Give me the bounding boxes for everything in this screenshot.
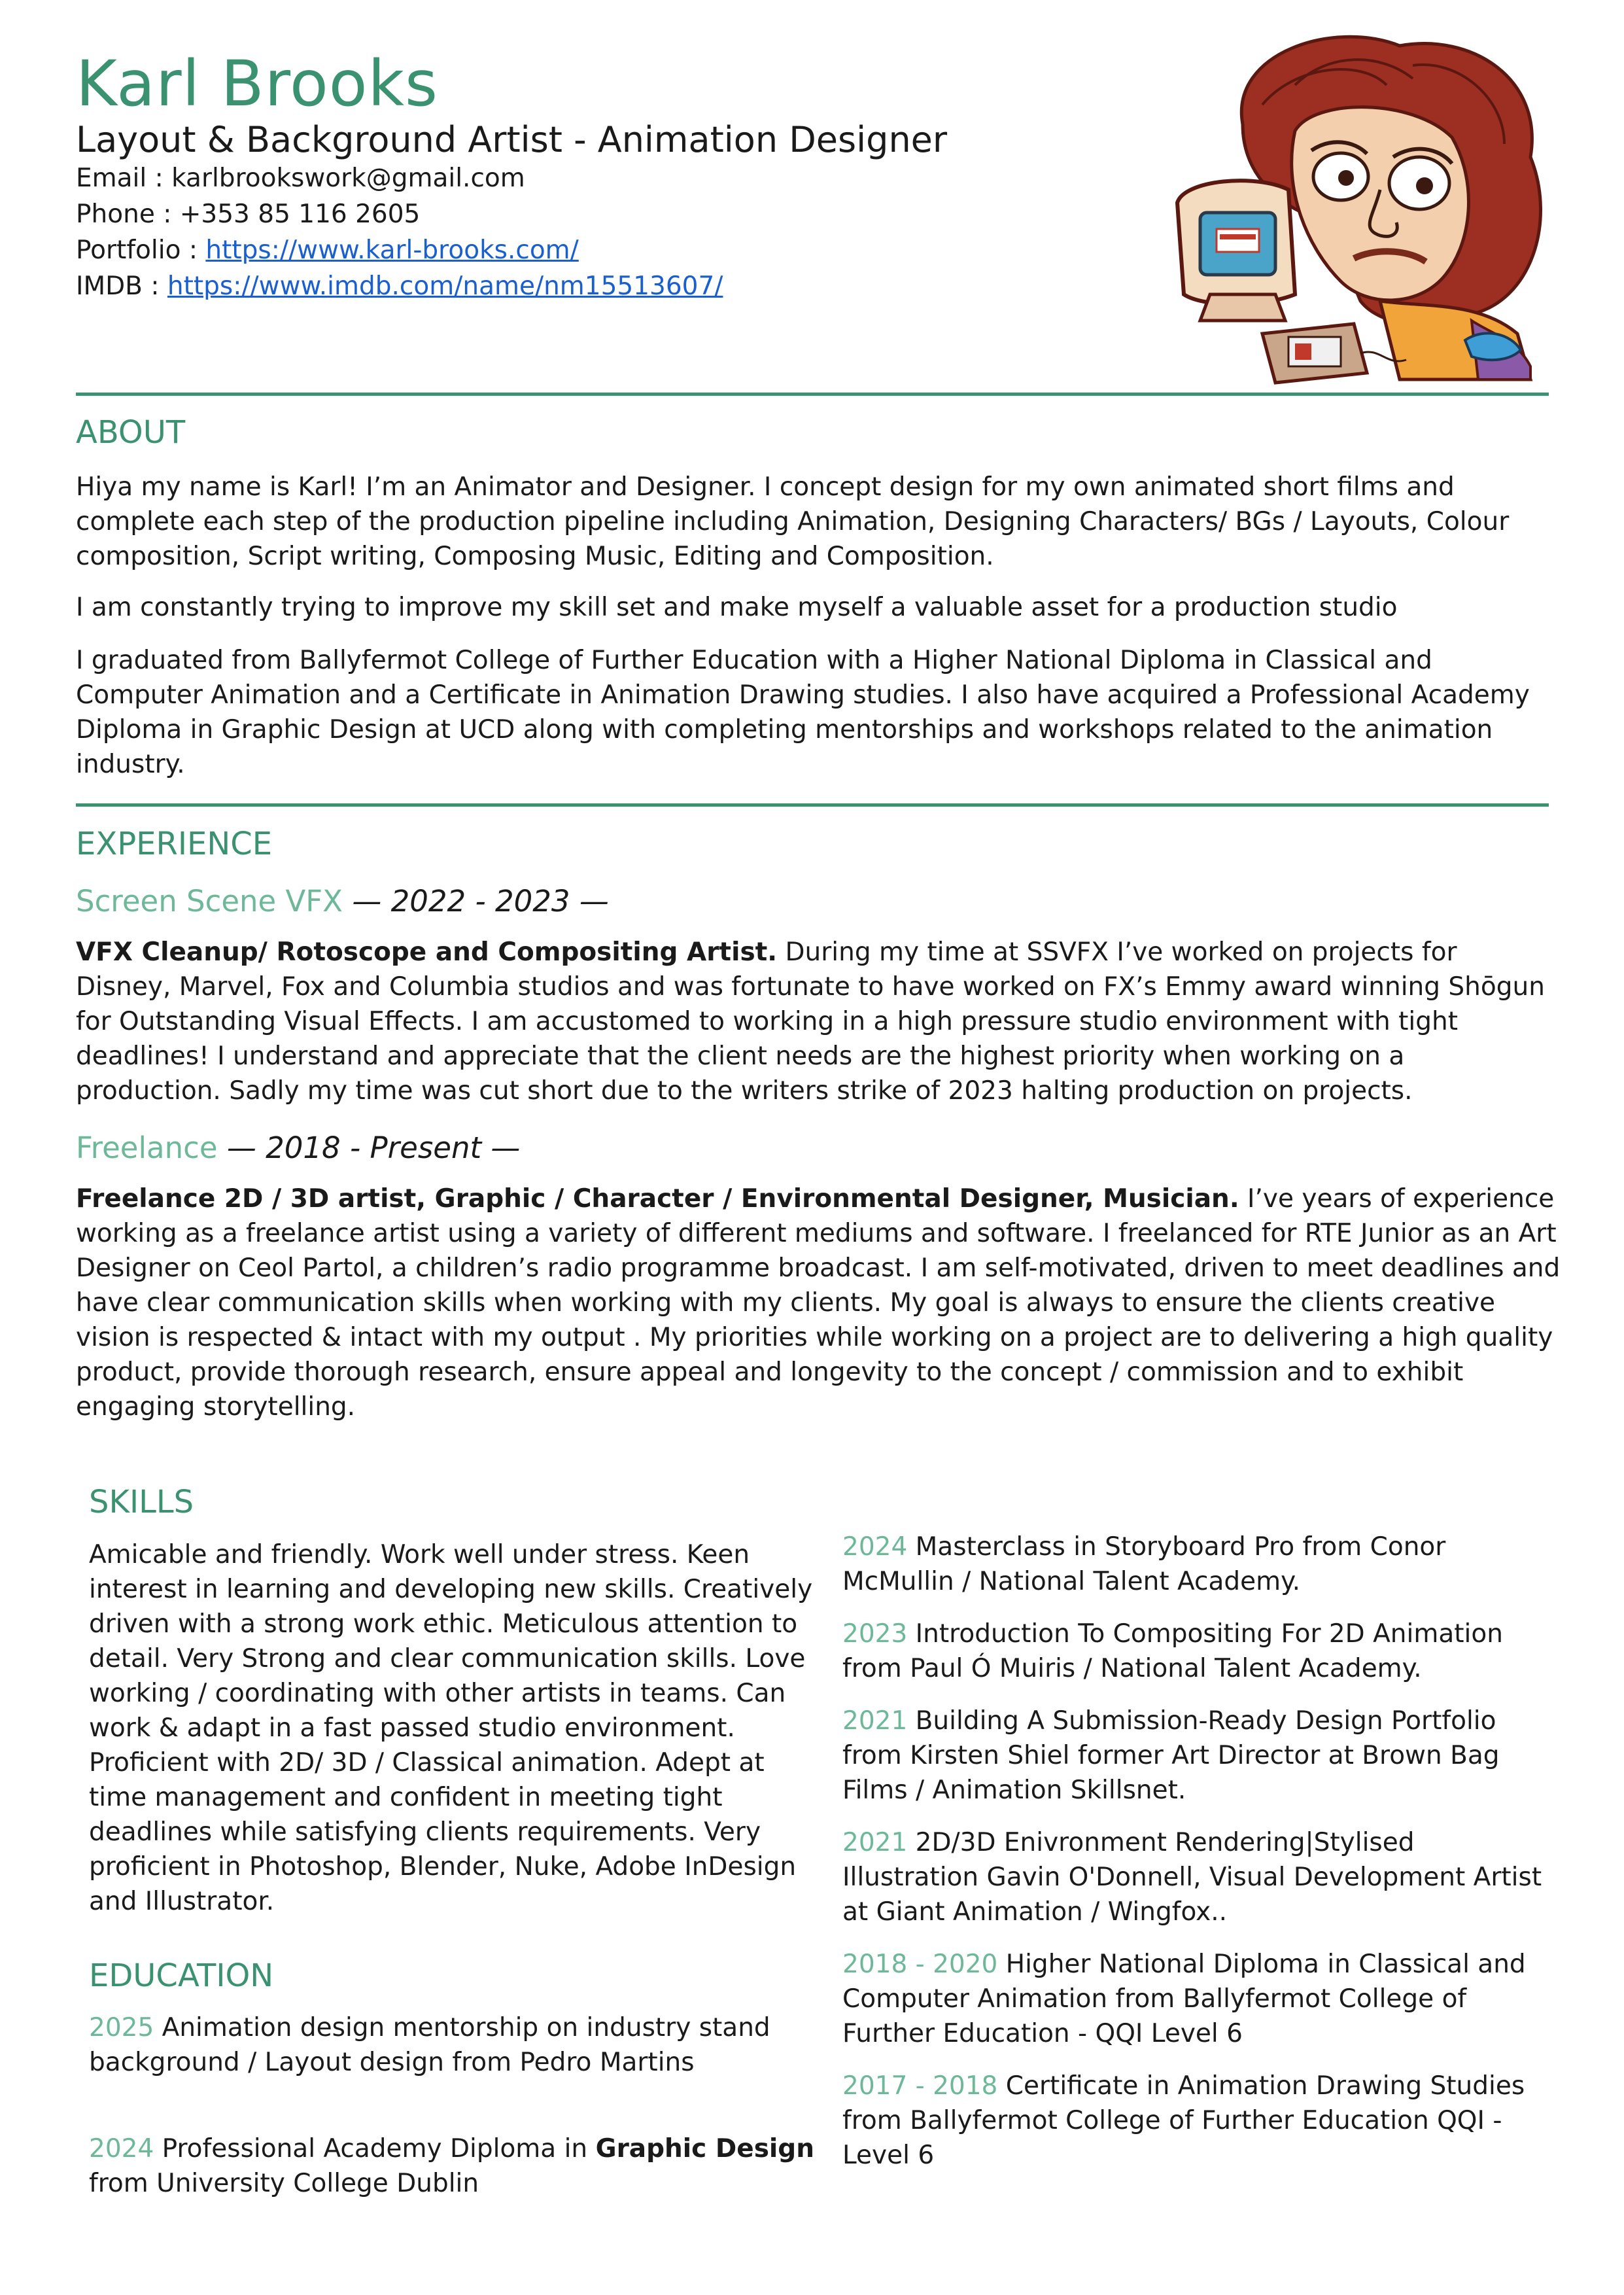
course-year: 2021 <box>842 1706 908 1736</box>
imdb-link[interactable]: https://www.imdb.com/name/nm15513607/ <box>167 272 723 301</box>
education-year: 2025 <box>89 2013 154 2042</box>
job-title: Layout & Background Artist - Animation Designer <box>76 119 948 160</box>
job-1-company: Screen Scene VFX <box>76 884 343 919</box>
email-value: karlbrookswork@gmail.com <box>171 164 525 193</box>
about-paragraph-1: Hiya my name is Karl! I’m an Animator and Designer. I concept design for my own animated short films and complete each step of the production pipeline including Animation, Designing Characters/ BGs / Layouts, Colour composition, Script writing, Composing Music, Editing and Composition. <box>76 472 1510 571</box>
course-text: 2D/3D Enivronment Rendering|Stylised Illustration Gavin O'Donnell, Visual Development Artist at Giant Animation / Wingfox.. <box>842 1828 1542 1927</box>
course-year: 2018 - 2020 <box>842 1950 998 1979</box>
job-1-dates: — 2022 - 2023 — <box>343 884 609 919</box>
job-2-dates: — 2018 - Present — <box>217 1130 521 1165</box>
imdb-line <box>76 272 723 301</box>
portfolio-link[interactable]: https://www.karl-brooks.com/ <box>205 236 579 265</box>
course-item <box>842 1947 1529 2051</box>
course-item <box>842 1825 1555 1929</box>
job-1-role: VFX Cleanup/ Rotoscope and Compositing Artist. <box>76 937 778 967</box>
course-item <box>842 1617 1529 1686</box>
job-1-desc: During my time at SSVFX I’ve worked on projects for Disney, Marvel, Fox and Columbia studios and was fortunate to have worked on FX’s Emmy award winning Shōgun for Outstanding Visual Effects. I am accustomed to working in a high pressure studio environment with tight deadlines! I understand and appreciate that the client needs are the highest priority when working on a production. Sadly my time was cut short due to the writers strike of 2023 halting production on projects. <box>76 937 1545 1106</box>
divider-about <box>76 803 1549 807</box>
job-1-header <box>76 884 609 919</box>
job-2-desc: I’ve years of experience working as a freelance artist using a variety of different mediums and software. I freelanced for RTE Junior as an Art Designer on Ceol Partol, a children’s radio programme broadcast. I am self-motivated, driven to meet deadlines and have clear communication skills when working with my clients. My goal is always to ensure the clients creative vision is respected & intact with my output . My priorities while working on a project are to delivering a high quality product, provide thorough research, ensure appeal and longevity to the concept / commission and to exhibit engaging storytelling. <box>76 1184 1561 1422</box>
about-heading: ABOUT <box>76 414 186 451</box>
course-item <box>842 1530 1529 1599</box>
about-paragraph-2: I am constantly trying to improve my skill set and make myself a valuable asset for a production studio <box>76 593 1398 622</box>
job-1-description <box>76 935 1554 1108</box>
job-2-company: Freelance <box>76 1130 218 1165</box>
education-heading: EDUCATION <box>89 1957 274 1994</box>
phone-value: +353 85 116 2605 <box>179 200 421 229</box>
imdb-label: IMDB : <box>76 272 167 301</box>
course-year: 2024 <box>842 1532 908 1562</box>
education-text: Animation design mentorship on industry stand background / Layout design from Pedro Martins <box>89 2013 770 2077</box>
course-year: 2017 - 2018 <box>842 2071 998 2101</box>
email-line <box>76 164 525 193</box>
education-text: Professional Academy Diploma in <box>154 2134 596 2164</box>
education-text-2: from University College Dublin <box>89 2169 479 2198</box>
course-item <box>842 1704 1529 1808</box>
education-item <box>89 2010 802 2080</box>
applicant-name: Karl Brooks <box>76 47 439 120</box>
course-text: Higher National Diploma in Classical and Computer Animation from Ballyfermot College of Further Education - QQI Level 6 <box>842 1950 1526 2048</box>
phone-line <box>76 200 420 229</box>
email-label: Email : <box>76 164 172 193</box>
education-item <box>89 2131 828 2201</box>
course-text: Building A Submission-Ready Design Portfolio from Kirsten Shiel former Art Director at Brown Bag Films / Animation Skillsnet. <box>842 1706 1500 1805</box>
job-2-description <box>76 1182 1561 1424</box>
job-2-header <box>76 1130 520 1165</box>
portfolio-label: Portfolio : <box>76 236 206 265</box>
course-text: Certificate in Animation Drawing Studies from Ballyfermot College of Further Education QQI - Level 6 <box>842 2071 1525 2170</box>
course-text: Introduction To Compositing For 2D Animation from Paul Ó Muiris / National Talent Academy. <box>842 1619 1503 1683</box>
course-year: 2023 <box>842 1619 908 1649</box>
about-paragraph-3: I graduated from Ballyfermot College of Further Education with a Higher National Diploma in Classical and Computer Animation and a Certificate in Animation Drawing studies. I also have acquired a Professional Academy Diploma in Graphic Design at UCD along with completing mentorships and workshops related to the animation industry. <box>76 646 1530 779</box>
education-bold: Graphic Design <box>595 2134 814 2164</box>
divider-header <box>76 393 1549 396</box>
phone-label: Phone : <box>76 200 180 229</box>
course-year: 2021 <box>842 1828 908 1857</box>
skills-heading: SKILLS <box>89 1484 194 1520</box>
caricature-illustration <box>1164 26 1576 393</box>
job-2-role: Freelance 2D / 3D artist, Graphic / Character / Environmental Designer, Musician. <box>76 1184 1239 1214</box>
course-text: Masterclass in Storyboard Pro from Conor McMullin / National Talent Academy. <box>842 1532 1446 1596</box>
skills-text: Amicable and friendly. Work well under stress. Keen interest in learning and developing new skills. Creatively driven with a strong work ethic. Meticulous attention to detail. Very Strong and clear communication skills. Love working / coordinating with other artists in teams. Can work & adapt in a fast passed studio environment. Proficient with 2D/ 3D / Classical animation. Adept at time management and confident in meeting tight deadlines while satisfying clients requirements. Very proficient in Photoshop, Blender, Nuke, Adobe InDesign and Illustrator. <box>89 1540 813 1916</box>
experience-heading: EXPERIENCE <box>76 826 273 862</box>
portfolio-line <box>76 236 579 265</box>
course-item <box>842 2069 1529 2173</box>
education-year: 2024 <box>89 2134 154 2164</box>
